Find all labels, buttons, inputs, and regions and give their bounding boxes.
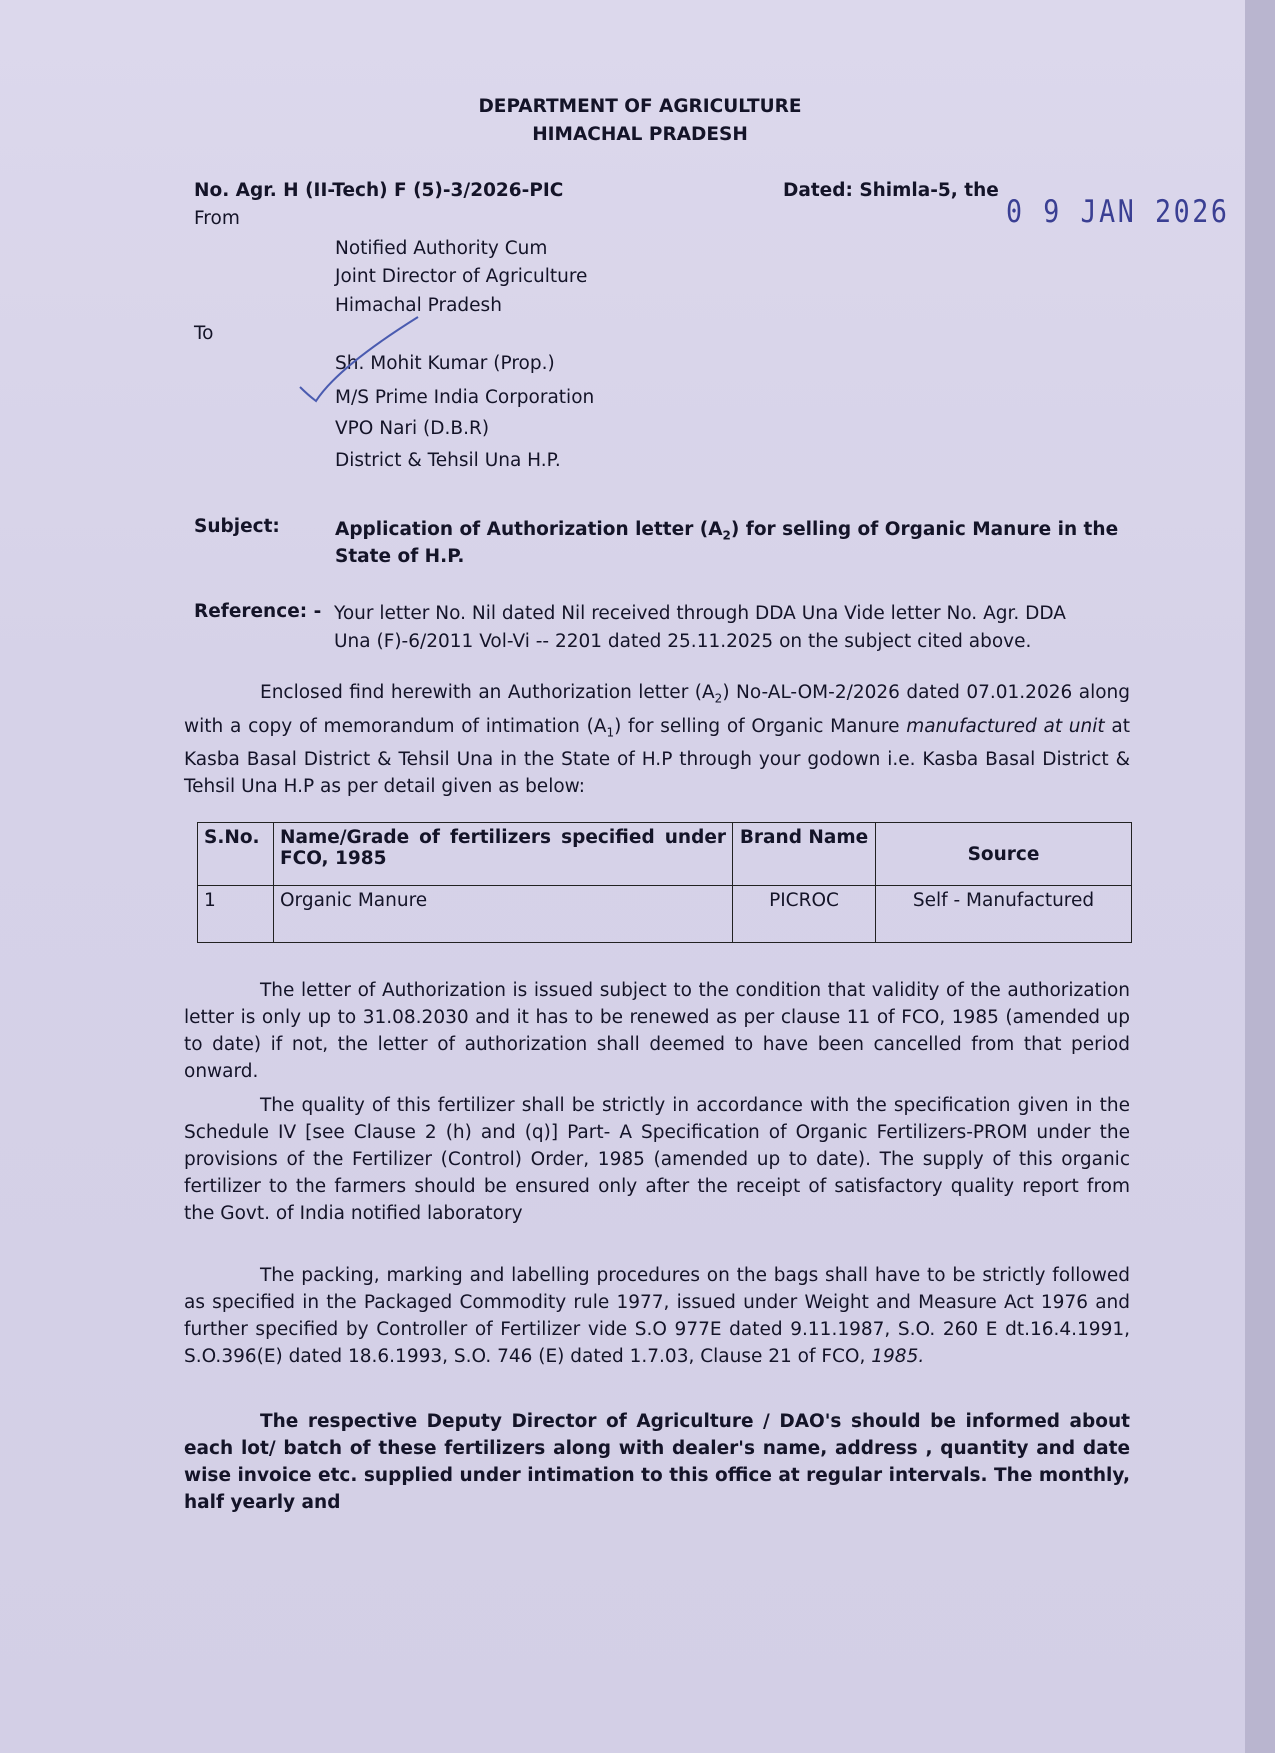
header-source: Source bbox=[876, 823, 1132, 886]
dated-label: Dated: Shimla-5, the bbox=[783, 180, 999, 201]
header-sno: S.No. bbox=[198, 823, 274, 886]
paragraph-quality: The quality of this fertilizer shall be strictly in accordance with the specification given in the Schedule IV [see Clause 2 (h) and (q)] Part- A Specification of Organic Fertilizers-PROM under the provisions of the Fertilizer (Control) Order, 1985 (amended up to date). The supply of this organic fertilizer to the farmers should be ensured only after the receipt of satisfactory quality report from the Govt. of India notified laboratory bbox=[184, 1095, 1130, 1224]
paragraph-validity: The letter of Authorization is issued subject to the condition that validity of the authorization letter is only up to 31.08.2030 and it has to be renewed as per clause 11 of FCO, 1985 (amended up to date) if not, the letter of authorization shall deemed to have been cancelled from that period onward. bbox=[184, 980, 1130, 1082]
header-brand: Brand Name bbox=[733, 823, 876, 886]
from-line: Notified Authority Cum bbox=[335, 238, 548, 259]
date-stamp: 0 9 JAN 2026 bbox=[1006, 194, 1230, 230]
table-row bbox=[198, 886, 1132, 943]
letter-number: No. Agr. H (II-Tech) F (5)-3/2026-PIC bbox=[194, 180, 564, 201]
cell-name-grade: Organic Manure bbox=[274, 886, 733, 943]
reference-line-1: Your letter No. Nil dated Nil received through DDA Una Vide letter No. Agr. DDA bbox=[334, 603, 1066, 624]
header-name-grade: Name/Grade of fertilizers specified under FCO, 1985 bbox=[274, 823, 733, 886]
reference-label: Reference: - bbox=[194, 601, 322, 622]
state-heading: HIMACHAL PRADESH bbox=[532, 124, 748, 145]
subject-line-2: State of H.P. bbox=[335, 546, 465, 567]
subject-label: Subject: bbox=[194, 516, 280, 537]
department-heading: DEPARTMENT OF AGRICULTURE bbox=[478, 96, 802, 117]
subject-line-1: Application of Authorization letter $(A_2)$ for selling of Organic Manure in the bbox=[335, 519, 1119, 543]
pen-tick-mark-icon bbox=[298, 315, 438, 405]
from-line: Joint Director of Agriculture bbox=[335, 266, 588, 287]
paragraph-deputy-director: The respective Deputy Director of Agriculture / DAO's should be informed about each lot/ batch of these fertilizers along with dealer's name, address , quantity and date wise invoice etc. supplied under intimation to this office at regular intervals. The monthly, half yearly and bbox=[184, 1411, 1130, 1513]
to-line: M/S Prime India Corporation bbox=[335, 387, 595, 408]
scan-edge bbox=[1245, 0, 1275, 1753]
from-line: Himachal Pradesh bbox=[335, 295, 502, 316]
reference-line-2: Una (F)-6/2011 Vol-Vi -- 2201 dated 25.11.2025 on the subject cited above. bbox=[334, 631, 1032, 652]
fertilizer-table bbox=[197, 822, 1132, 943]
cell-brand: PICROC bbox=[733, 886, 876, 943]
paragraph-enclosure: Enclosed find herewith an Authorization letter $(A_2)$ No-AL-OM-2/2026 dated 07.01.2026 along with a copy of memorandum of intimation $(A_1)$ for selling of Organic Manure manufactured at unit at Kasba Basal District & Tehsil Una in the State of H.P through your godown i.e. Kasba Basal District & Tehsil Una H.P as per detail given as below: bbox=[184, 682, 1131, 798]
to-line: VPO Nari (D.B.R) bbox=[335, 418, 490, 439]
to-label: To bbox=[194, 323, 214, 344]
paragraph-packing: The packing, marking and labelling procedures on the bags shall have to be strictly followed as specified in the Packaged Commodity rule 1977, issued under Weight and Measure Act 1976 and further specified by Controller of Fertilizer vide S.O 977E dated 9.11.1987, S.O. 260 E dt.16.4.1991, S.O.396(E) dated 18.6.1993, S.O. 746 (E) dated 1.7.03, Clause 21 of FCO, 1985. bbox=[184, 1265, 1130, 1367]
to-line: Sh. Mohit Kumar (Prop.) bbox=[335, 353, 555, 374]
cell-source: Self - Manufactured bbox=[876, 886, 1132, 943]
cell-sno: 1 bbox=[198, 886, 274, 943]
to-line: District & Tehsil Una H.P. bbox=[335, 450, 561, 471]
from-label: From bbox=[194, 208, 240, 229]
table-header-row bbox=[198, 823, 1132, 886]
